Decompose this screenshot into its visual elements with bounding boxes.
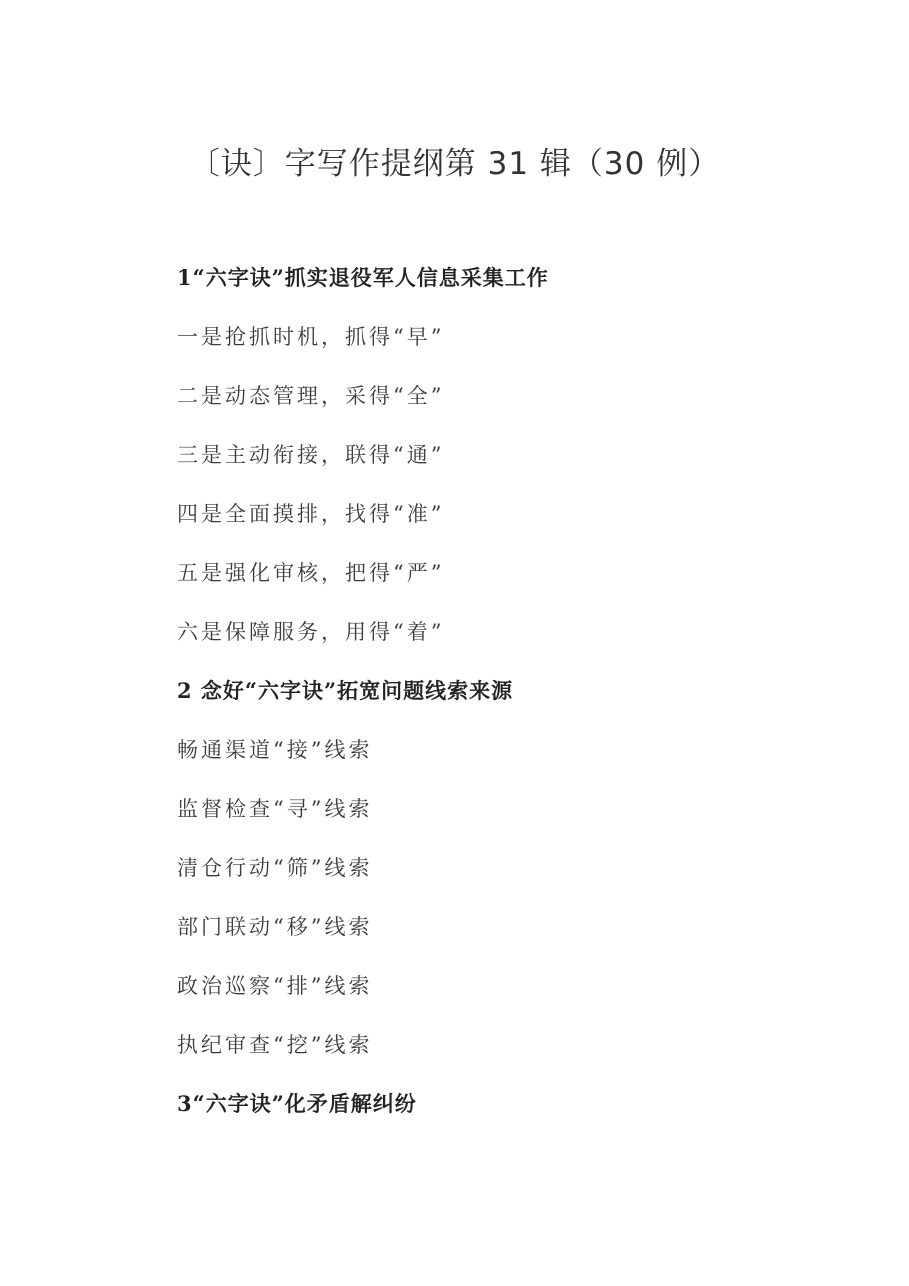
section-heading: 3“六字诀”化矛盾解纠纷 bbox=[177, 1091, 417, 1116]
outline-item: 执纪审查“挖”线索 bbox=[177, 1033, 373, 1057]
outline-item: 政治巡察“排”线索 bbox=[177, 974, 373, 998]
outline-item: 二是动态管理，采得“全” bbox=[177, 384, 445, 408]
outline-item: 五是强化审核，把得“严” bbox=[177, 561, 445, 585]
outline-item: 三是主动衔接，联得“通” bbox=[177, 443, 445, 467]
section-heading: 1“六字诀”抓实退役军人信息采集工作 bbox=[177, 265, 549, 290]
outline-item: 四是全面摸排，找得“准” bbox=[177, 502, 445, 526]
outline-item: 监督检查“寻”线索 bbox=[177, 797, 373, 821]
document-title: 〔诀〕字写作提纲第 31 辑（30 例） bbox=[188, 146, 721, 182]
outline-item: 畅通渠道“接”线索 bbox=[177, 738, 373, 762]
outline-item: 部门联动“移”线索 bbox=[177, 915, 373, 939]
document-body bbox=[177, 262, 857, 1147]
outline-item: 六是保障服务，用得“着” bbox=[177, 620, 445, 644]
outline-item: 清仓行动“筛”线索 bbox=[177, 856, 373, 880]
outline-item: 一是抢抓时机，抓得“早” bbox=[177, 325, 445, 349]
section-heading: 2 念好“六字诀”拓宽问题线索来源 bbox=[177, 678, 514, 703]
